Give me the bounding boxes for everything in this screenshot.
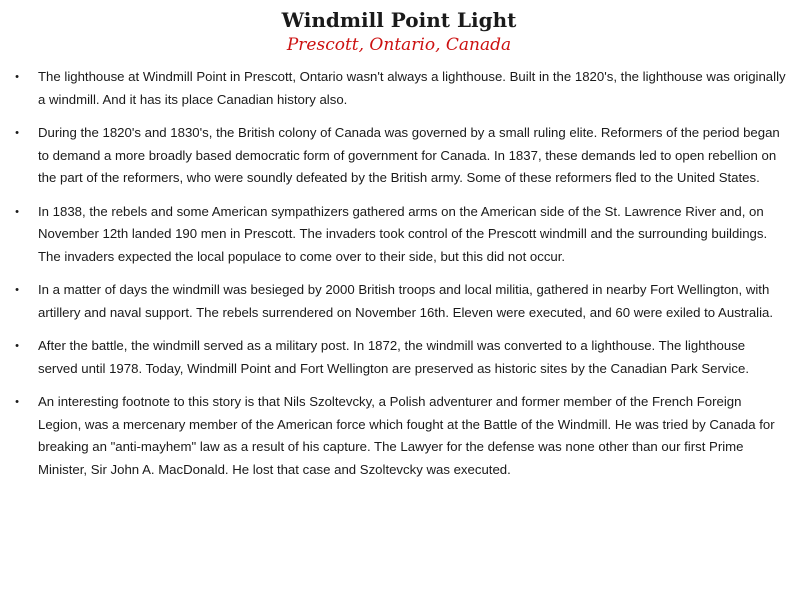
- bullet-item: [12, 66, 786, 111]
- bullet-icon: •: [15, 127, 19, 139]
- bullet-item: [12, 335, 786, 380]
- bullet-item: [12, 201, 786, 269]
- bullet-text: During the 1820's and 1830's, the British colony of Canada was governed by a small ruling elite. Reformers of the period began to demand a more broadly based democratic form of government for Canada. In 1837, these demands led to open rebellion on the part of the reformers, who were soundly defeated by the British army. Some of these reformers fled to the United States.: [38, 125, 780, 185]
- page-title: Windmill Point Light: [281, 8, 517, 32]
- bullet-text: In a matter of days the windmill was besieged by 2000 British troops and local militia, gathered in nearby Fort Wellington, with artillery and naval support. The rebels surrendered on November 16th. Eleven were executed, and 60 were exiled to Australia.: [38, 282, 774, 320]
- bullet-icon: •: [15, 71, 19, 83]
- bullet-text: The lighthouse at Windmill Point in Prescott, Ontario wasn't always a lighthouse. Built in the 1820's, the lighthouse was originally a windmill. And it has its place Canadian history also.: [38, 69, 786, 107]
- bullet-text: In 1838, the rebels and some American sympathizers gathered arms on the American side of the St. Lawrence River and, on November 12th landed 190 men in Prescott. The invaders took control of the Prescott windmill and the surrounding buildings. The invaders expected the local populace to come over to their side, but this did not occur.: [38, 203, 768, 264]
- page-subtitle: Prescott, Ontario, Canada: [286, 35, 512, 55]
- bullet-icon: •: [15, 284, 19, 296]
- bullet-text: After the battle, the windmill served as a military post. In 1872, the windmill was converted to a lighthouse. The lighthouse served until 1978. Today, Windmill Point and Fort Wellington are preserved as historic sites by the Canadian Park Service.: [38, 338, 750, 376]
- bullet-icon: •: [15, 340, 19, 352]
- bullet-icon: •: [15, 396, 19, 408]
- bullet-item: [12, 122, 786, 190]
- bullet-item: [12, 279, 786, 324]
- bullet-icon: •: [15, 205, 19, 218]
- bullet-item: [12, 391, 786, 481]
- bullet-text: An interesting footnote to this story is that Nils Szoltevcky, a Polish adventurer and former member of the French Foreign Legion, was a mercenary member of the American force which fought at the Battle of the Windmill. He was tried by Canada for breaking an "anti-mayhem" law as a result of his capture. The Lawyer for the defense was none other than our first Prime Minister, Sir John A. MacDonald. He lost that case and Szoltevcky was executed.: [38, 394, 775, 477]
- bullet-list: [12, 66, 786, 481]
